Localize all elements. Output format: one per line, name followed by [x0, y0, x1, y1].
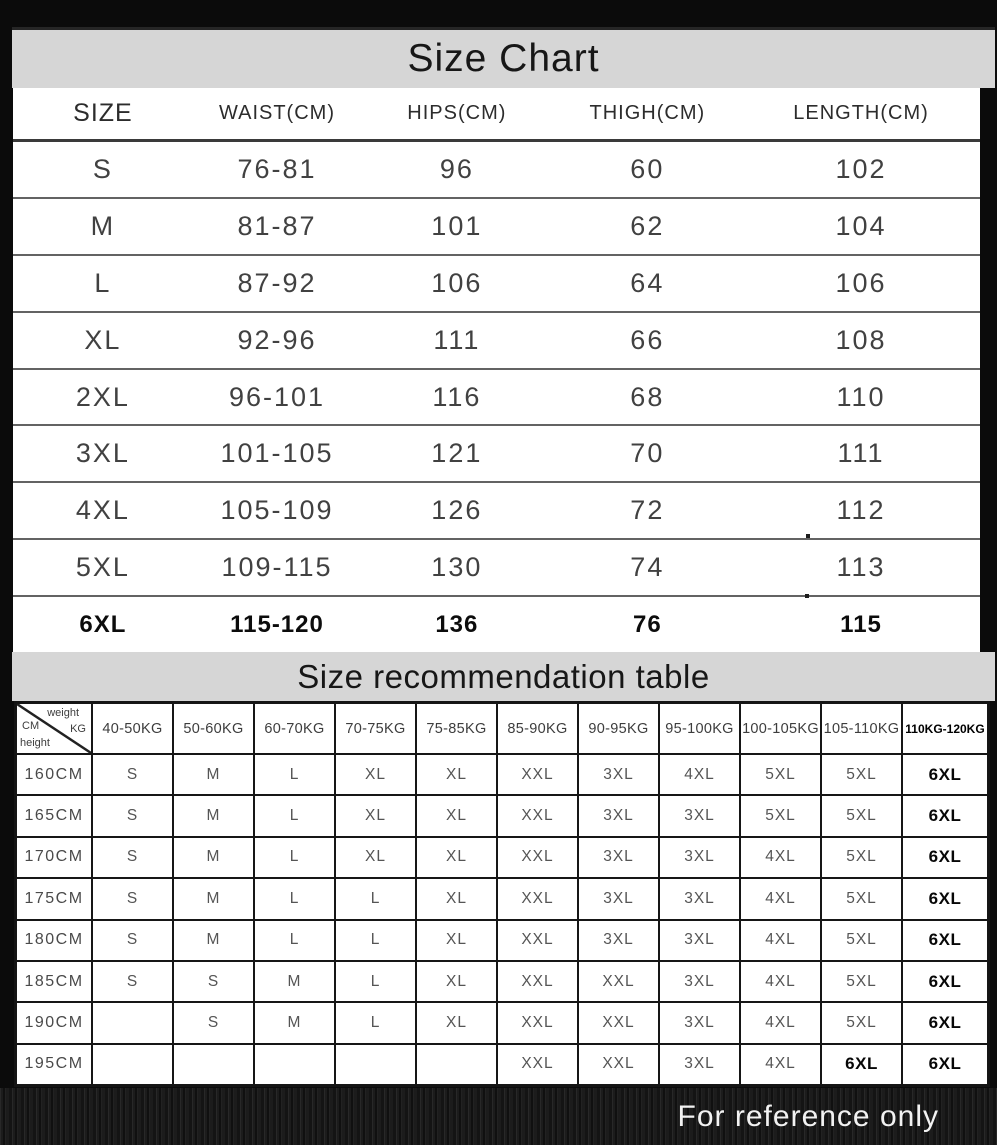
size-row: [13, 197, 980, 254]
stray-dot: [805, 594, 809, 598]
recommended-size-cell: 6XL: [902, 795, 988, 836]
size-value-cell: 66: [630, 324, 665, 355]
recommended-size-cell: XL: [335, 795, 416, 836]
recommendation-title-bar: [12, 652, 995, 701]
height-row-header: 160CM: [16, 754, 92, 795]
size-value-cell: 136: [435, 610, 479, 638]
size-value-cell: 64: [630, 267, 665, 298]
size-value-cell: 74: [630, 552, 665, 583]
footer-banner: [0, 1088, 997, 1145]
height-row-header: 165CM: [16, 795, 92, 836]
size-label-cell: 3XL: [75, 438, 130, 469]
recommended-size-cell: 6XL: [902, 878, 988, 919]
size-value-cell: 62: [630, 210, 665, 241]
size-value-cell: 111: [837, 438, 885, 469]
size-label-cell: L: [94, 267, 112, 298]
recommended-size-cell: XXL: [578, 1002, 659, 1043]
size-label-cell: 4XL: [75, 495, 130, 526]
recommended-size-cell: [335, 1044, 416, 1085]
recommendation-title: Size recommendation table: [297, 657, 710, 695]
recommended-size-cell: S: [92, 754, 173, 795]
column-header: SIZE: [73, 99, 133, 127]
size-row: [13, 311, 980, 368]
recommended-size-cell: 4XL: [740, 961, 821, 1002]
size-value-cell: 115: [840, 610, 882, 638]
recommended-size-cell: 3XL: [578, 920, 659, 961]
size-row: [13, 595, 980, 652]
recommended-size-cell: XXL: [497, 878, 578, 919]
size-value-cell: 96-101: [228, 381, 326, 412]
recommended-size-cell: 4XL: [740, 920, 821, 961]
corner-height-unit: CM: [22, 720, 40, 732]
size-label-cell: 5XL: [75, 552, 130, 583]
size-value-cell: 72: [630, 495, 665, 526]
recommended-size-cell: 3XL: [659, 920, 740, 961]
size-chart-body: [13, 142, 980, 652]
size-row: [13, 538, 980, 595]
recommended-size-cell: XL: [335, 754, 416, 795]
recommended-size-cell: 6XL: [821, 1044, 902, 1085]
weight-column-header: 90-95KG: [578, 703, 659, 754]
recommended-size-cell: 3XL: [659, 961, 740, 1002]
size-label-cell: 6XL: [79, 610, 127, 638]
height-row-header: 185CM: [16, 961, 92, 1002]
corner-weight-label: weight: [47, 707, 79, 719]
recommended-size-cell: XL: [416, 754, 497, 795]
weight-column-header: 105-110KG: [821, 703, 902, 754]
size-chart-title-bar: [12, 27, 995, 88]
size-label-cell: S: [92, 153, 113, 184]
recommended-size-cell: XL: [416, 795, 497, 836]
size-value-cell: 87-92: [237, 267, 317, 298]
recommended-size-cell: S: [92, 878, 173, 919]
recommended-size-cell: L: [335, 920, 416, 961]
recommended-size-cell: 6XL: [902, 920, 988, 961]
corner-cell: [16, 703, 92, 754]
recommended-size-cell: XL: [416, 1002, 497, 1043]
recommended-size-cell: 4XL: [740, 1002, 821, 1043]
recommended-size-cell: 3XL: [578, 795, 659, 836]
recommended-size-cell: [92, 1002, 173, 1043]
size-value-cell: 111: [433, 324, 481, 355]
size-value-cell: 76: [632, 610, 662, 638]
recommended-size-cell: [92, 1044, 173, 1085]
size-value-cell: 113: [836, 552, 886, 583]
recommended-size-cell: 5XL: [740, 754, 821, 795]
height-row-header: 190CM: [16, 1002, 92, 1043]
recommended-size-cell: 3XL: [659, 1044, 740, 1085]
recommendation-table: [14, 701, 990, 1087]
recommended-size-cell: 5XL: [821, 920, 902, 961]
size-row: [13, 254, 980, 311]
recommended-size-cell: 4XL: [740, 1044, 821, 1085]
weight-column-header: 70-75KG: [335, 703, 416, 754]
size-label-cell: M: [90, 210, 116, 241]
recommended-size-cell: L: [254, 795, 335, 836]
size-value-cell: 115-120: [230, 610, 324, 638]
height-row-header: 170CM: [16, 837, 92, 878]
recommended-size-cell: XL: [416, 961, 497, 1002]
recommended-size-cell: 3XL: [659, 795, 740, 836]
size-value-cell: 81-87: [237, 210, 317, 241]
recommended-size-cell: L: [254, 878, 335, 919]
size-value-cell: 70: [630, 438, 665, 469]
size-label-cell: 2XL: [75, 381, 130, 412]
size-value-cell: 96: [439, 153, 474, 184]
recommended-size-cell: M: [173, 754, 254, 795]
recommended-size-cell: XL: [416, 878, 497, 919]
column-header: WAIST(CM): [218, 102, 335, 124]
recommended-size-cell: [254, 1044, 335, 1085]
recommended-size-cell: XL: [416, 837, 497, 878]
recommended-size-cell: M: [254, 1002, 335, 1043]
recommended-size-cell: 6XL: [902, 1044, 988, 1085]
column-header: HIPS(CM): [407, 102, 507, 124]
size-row: [13, 142, 980, 197]
size-value-cell: 108: [835, 324, 887, 355]
weight-column-header: 110KG-120KG: [902, 703, 988, 754]
height-row-header: 180CM: [16, 920, 92, 961]
recommended-size-cell: 6XL: [902, 837, 988, 878]
recommended-size-cell: XXL: [578, 961, 659, 1002]
recommended-size-cell: 3XL: [578, 754, 659, 795]
size-value-cell: 112: [836, 495, 886, 526]
size-label-cell: XL: [84, 324, 122, 355]
recommended-size-cell: 5XL: [821, 795, 902, 836]
recommended-size-cell: [173, 1044, 254, 1085]
recommended-size-cell: XXL: [497, 837, 578, 878]
weight-column-header: 60-70KG: [254, 703, 335, 754]
recommended-size-cell: 3XL: [659, 1002, 740, 1043]
recommended-size-cell: S: [173, 961, 254, 1002]
size-value-cell: 106: [431, 267, 483, 298]
recommended-size-cell: XXL: [497, 1044, 578, 1085]
recommended-size-cell: L: [254, 754, 335, 795]
column-header: THIGH(CM): [589, 102, 706, 124]
recommended-size-cell: 3XL: [578, 878, 659, 919]
recommended-size-cell: 6XL: [902, 1002, 988, 1043]
stray-dot: [806, 534, 810, 538]
recommended-size-cell: S: [92, 795, 173, 836]
size-value-cell: 101: [431, 210, 483, 241]
recommended-size-cell: 5XL: [821, 837, 902, 878]
size-chart-header-row: [13, 88, 980, 142]
recommended-size-cell: S: [92, 961, 173, 1002]
recommended-size-cell: M: [254, 961, 335, 1002]
size-value-cell: 109-115: [221, 552, 333, 583]
size-value-cell: 110: [836, 381, 886, 412]
size-value-cell: 116: [432, 381, 482, 412]
recommended-size-cell: 3XL: [659, 878, 740, 919]
size-row: [13, 368, 980, 425]
size-value-cell: 92-96: [237, 324, 317, 355]
recommended-size-cell: 6XL: [902, 754, 988, 795]
size-chart-title: Size Chart: [407, 37, 600, 80]
recommended-size-cell: 5XL: [740, 795, 821, 836]
recommended-size-cell: 3XL: [578, 837, 659, 878]
weight-column-header: 100-105KG: [740, 703, 821, 754]
size-value-cell: 76-81: [237, 153, 317, 184]
size-value-cell: 68: [630, 381, 665, 412]
recommended-size-cell: S: [92, 837, 173, 878]
size-value-cell: 130: [431, 552, 483, 583]
weight-column-header: 95-100KG: [659, 703, 740, 754]
size-value-cell: 106: [835, 267, 887, 298]
recommended-size-cell: L: [335, 1002, 416, 1043]
recommended-size-cell: M: [173, 878, 254, 919]
size-chart-table: [13, 88, 980, 652]
recommended-size-cell: XXL: [497, 920, 578, 961]
size-row: [13, 424, 980, 481]
recommended-size-cell: 5XL: [821, 961, 902, 1002]
recommended-size-cell: L: [335, 878, 416, 919]
size-value-cell: 121: [431, 438, 483, 469]
recommended-size-cell: L: [254, 837, 335, 878]
recommended-size-cell: XL: [416, 920, 497, 961]
size-value-cell: 102: [835, 153, 887, 184]
recommended-size-cell: XXL: [497, 795, 578, 836]
size-value-cell: 60: [630, 153, 665, 184]
recommended-size-cell: L: [335, 961, 416, 1002]
size-value-cell: 104: [835, 210, 887, 241]
weight-column-header: 75-85KG: [416, 703, 497, 754]
corner-weight-unit: KG: [70, 723, 86, 735]
recommended-size-cell: XL: [335, 837, 416, 878]
size-value-cell: 101-105: [220, 438, 334, 469]
weight-column-header: 50-60KG: [173, 703, 254, 754]
height-row-header: 175CM: [16, 878, 92, 919]
corner-height-label: height: [20, 737, 50, 749]
recommended-size-cell: [416, 1044, 497, 1085]
recommended-size-cell: M: [173, 795, 254, 836]
recommended-size-cell: L: [254, 920, 335, 961]
recommended-size-cell: 3XL: [659, 837, 740, 878]
recommended-size-cell: XXL: [497, 754, 578, 795]
recommended-size-cell: 5XL: [821, 878, 902, 919]
recommended-size-cell: 4XL: [740, 837, 821, 878]
size-value-cell: 105-109: [220, 495, 334, 526]
recommended-size-cell: S: [92, 920, 173, 961]
weight-column-header: 40-50KG: [92, 703, 173, 754]
recommended-size-cell: M: [173, 920, 254, 961]
recommended-size-cell: 5XL: [821, 1002, 902, 1043]
recommended-size-cell: 6XL: [902, 961, 988, 1002]
column-header: LENGTH(CM): [793, 102, 929, 124]
recommended-size-cell: S: [173, 1002, 254, 1043]
recommended-size-cell: 5XL: [821, 754, 902, 795]
recommended-size-cell: XXL: [497, 1002, 578, 1043]
recommended-size-cell: 4XL: [659, 754, 740, 795]
footer-note: For reference only: [677, 1099, 939, 1133]
recommended-size-cell: XXL: [578, 1044, 659, 1085]
recommended-size-cell: 4XL: [740, 878, 821, 919]
weight-column-header: 85-90KG: [497, 703, 578, 754]
size-row: [13, 481, 980, 538]
recommended-size-cell: XXL: [497, 961, 578, 1002]
size-value-cell: 126: [431, 495, 483, 526]
height-row-header: 195CM: [16, 1044, 92, 1085]
recommended-size-cell: M: [173, 837, 254, 878]
